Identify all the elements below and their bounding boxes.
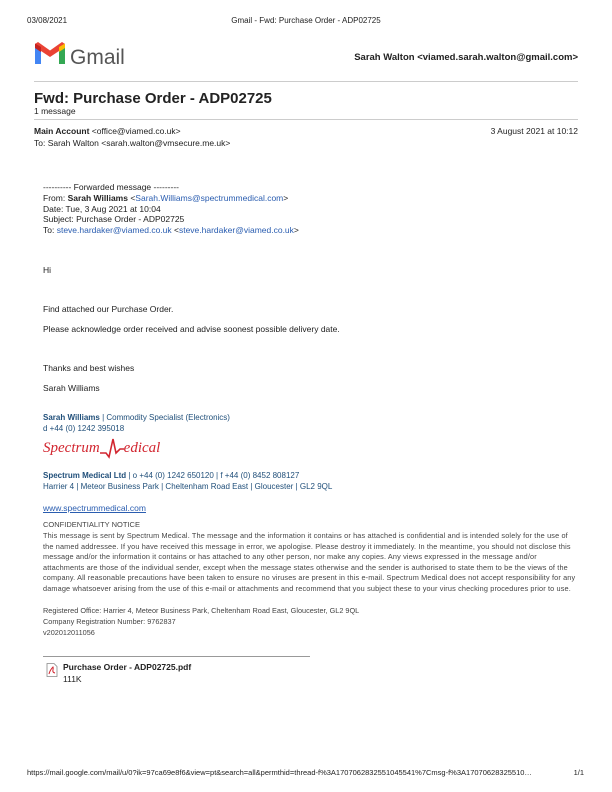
header-divider bbox=[34, 81, 578, 82]
spectrum-medical-logo bbox=[43, 437, 160, 459]
version-code: v202012011056 bbox=[43, 628, 95, 637]
logo-text-spectrum: Spectrum bbox=[43, 440, 100, 456]
sender-email: <office@viamed.co.uk> bbox=[91, 126, 181, 136]
attachment-name[interactable]: Purchase Order - ADP02725.pdf bbox=[63, 662, 192, 672]
subject-divider bbox=[34, 119, 578, 120]
signature-name-line bbox=[43, 413, 230, 422]
signature-website-link[interactable]: www.spectrummedical.com bbox=[43, 503, 146, 513]
signature-address: Harrier 4 | Meteor Business Park | Cheltenham Road East | Gloucester | GL2 9QL bbox=[43, 482, 333, 491]
logo-pulse-icon bbox=[100, 437, 124, 459]
forward-subject: Subject: Purchase Order - ADP02725 bbox=[43, 214, 185, 224]
gmail-wordmark: Gmail bbox=[70, 46, 125, 69]
signature-role: | Commodity Specialist (Electronics) bbox=[99, 413, 230, 422]
confidentiality-text: This message is sent by Spectrum Medical. The message and the information it contains or has attached is confidential and is intended solely for the use of the named addressee. If you have received this message in error, we apologise. Please destroy it immediately. In the meantime, you should not disclose this message and/or the information it contains or has attached to any other person, nor make any copies. Any views expressed in the message and/or attachments are those of the individual sender, except when the message states otherwise and the sender is authorised to state them to be the views of the company. All reasonable precautions have been taken to ensure no viruses are present in this e-mail. Spectrum Medical does not accept responsibility for any damage whatsoever arising from the use of this e-mail or attachments and recommend that you subject these to your virus checking procedures prior to use. bbox=[43, 531, 576, 593]
gmail-logo-icon bbox=[35, 42, 65, 69]
pdf-icon bbox=[46, 663, 58, 682]
footer-page: 1/1 bbox=[573, 768, 584, 777]
sender-name: Main Account bbox=[34, 126, 90, 136]
recipient-line: To: Sarah Walton <sarah.walton@vmsecure.me.uk> bbox=[34, 138, 231, 148]
signature-name: Sarah Williams bbox=[43, 413, 100, 422]
attachment-size: 111K bbox=[63, 674, 82, 684]
print-title: Gmail - Fwd: Purchase Order - ADP02725 bbox=[231, 16, 381, 25]
body-line-2: Please acknowledge order received and advise soonest possible delivery date. bbox=[43, 324, 340, 334]
message-count: 1 message bbox=[34, 106, 76, 116]
forward-from-open: < bbox=[127, 193, 136, 203]
forward-to-email[interactable]: steve.hardaker@viamed.co.uk bbox=[56, 225, 172, 235]
forward-from-close: > bbox=[283, 193, 289, 203]
footer-url: https://mail.google.com/mail/u/0?ik=97ca69e8f6&view=pt&search=all&permthid=thread-f%3A1707062832551045541%7Cmsg-f%3A17070628325510… bbox=[27, 768, 532, 777]
forward-from-email[interactable]: Sarah.Williams@spectrummedical.com bbox=[135, 193, 284, 203]
body-greeting: Hi bbox=[43, 265, 52, 275]
body-closing: Thanks and best wishes bbox=[43, 363, 135, 373]
forward-to-label: To: bbox=[43, 225, 57, 235]
forward-to-open: < bbox=[171, 225, 179, 235]
signature-company-line bbox=[43, 471, 299, 480]
body-line-1: Find attached our Purchase Order. bbox=[43, 304, 174, 314]
registered-office: Registered Office: Harrier 4, Meteor Business Park, Cheltenham Road East, Gloucester, GL2 9QL bbox=[43, 606, 360, 615]
body-signoff: Sarah Williams bbox=[43, 383, 100, 393]
forward-divider: ---------- Forwarded message --------- bbox=[43, 182, 179, 192]
message-date: 3 August 2021 at 10:12 bbox=[490, 126, 578, 136]
signature-company: Spectrum Medical Ltd bbox=[43, 471, 127, 480]
signature-phones: | o +44 (0) 1242 650120 | f +44 (0) 8452 808127 bbox=[126, 471, 300, 480]
forward-to bbox=[43, 225, 299, 235]
confidentiality-heading: CONFIDENTIALITY NOTICE bbox=[43, 520, 140, 529]
forward-to-close: > bbox=[293, 225, 299, 235]
forward-date: Date: Tue, 3 Aug 2021 at 10:04 bbox=[43, 204, 161, 214]
forward-from-name: Sarah Williams bbox=[67, 193, 128, 203]
attachment-divider bbox=[43, 656, 310, 657]
sender-line bbox=[34, 126, 181, 136]
account-label: Sarah Walton <viamed.sarah.walton@gmail.com> bbox=[354, 52, 578, 63]
signature-direct-phone: d +44 (0) 1242 395018 bbox=[43, 424, 125, 433]
forward-from bbox=[43, 193, 288, 203]
logo-text-medical: edical bbox=[123, 440, 161, 456]
company-registration: Company Registration Number: 9762837 bbox=[43, 617, 176, 626]
print-date: 03/08/2021 bbox=[27, 16, 68, 25]
thread-subject: Fwd: Purchase Order - ADP02725 bbox=[34, 90, 272, 107]
forward-to-email-2[interactable]: steve.hardaker@viamed.co.uk bbox=[178, 225, 294, 235]
forward-from-label: From: bbox=[43, 193, 68, 203]
